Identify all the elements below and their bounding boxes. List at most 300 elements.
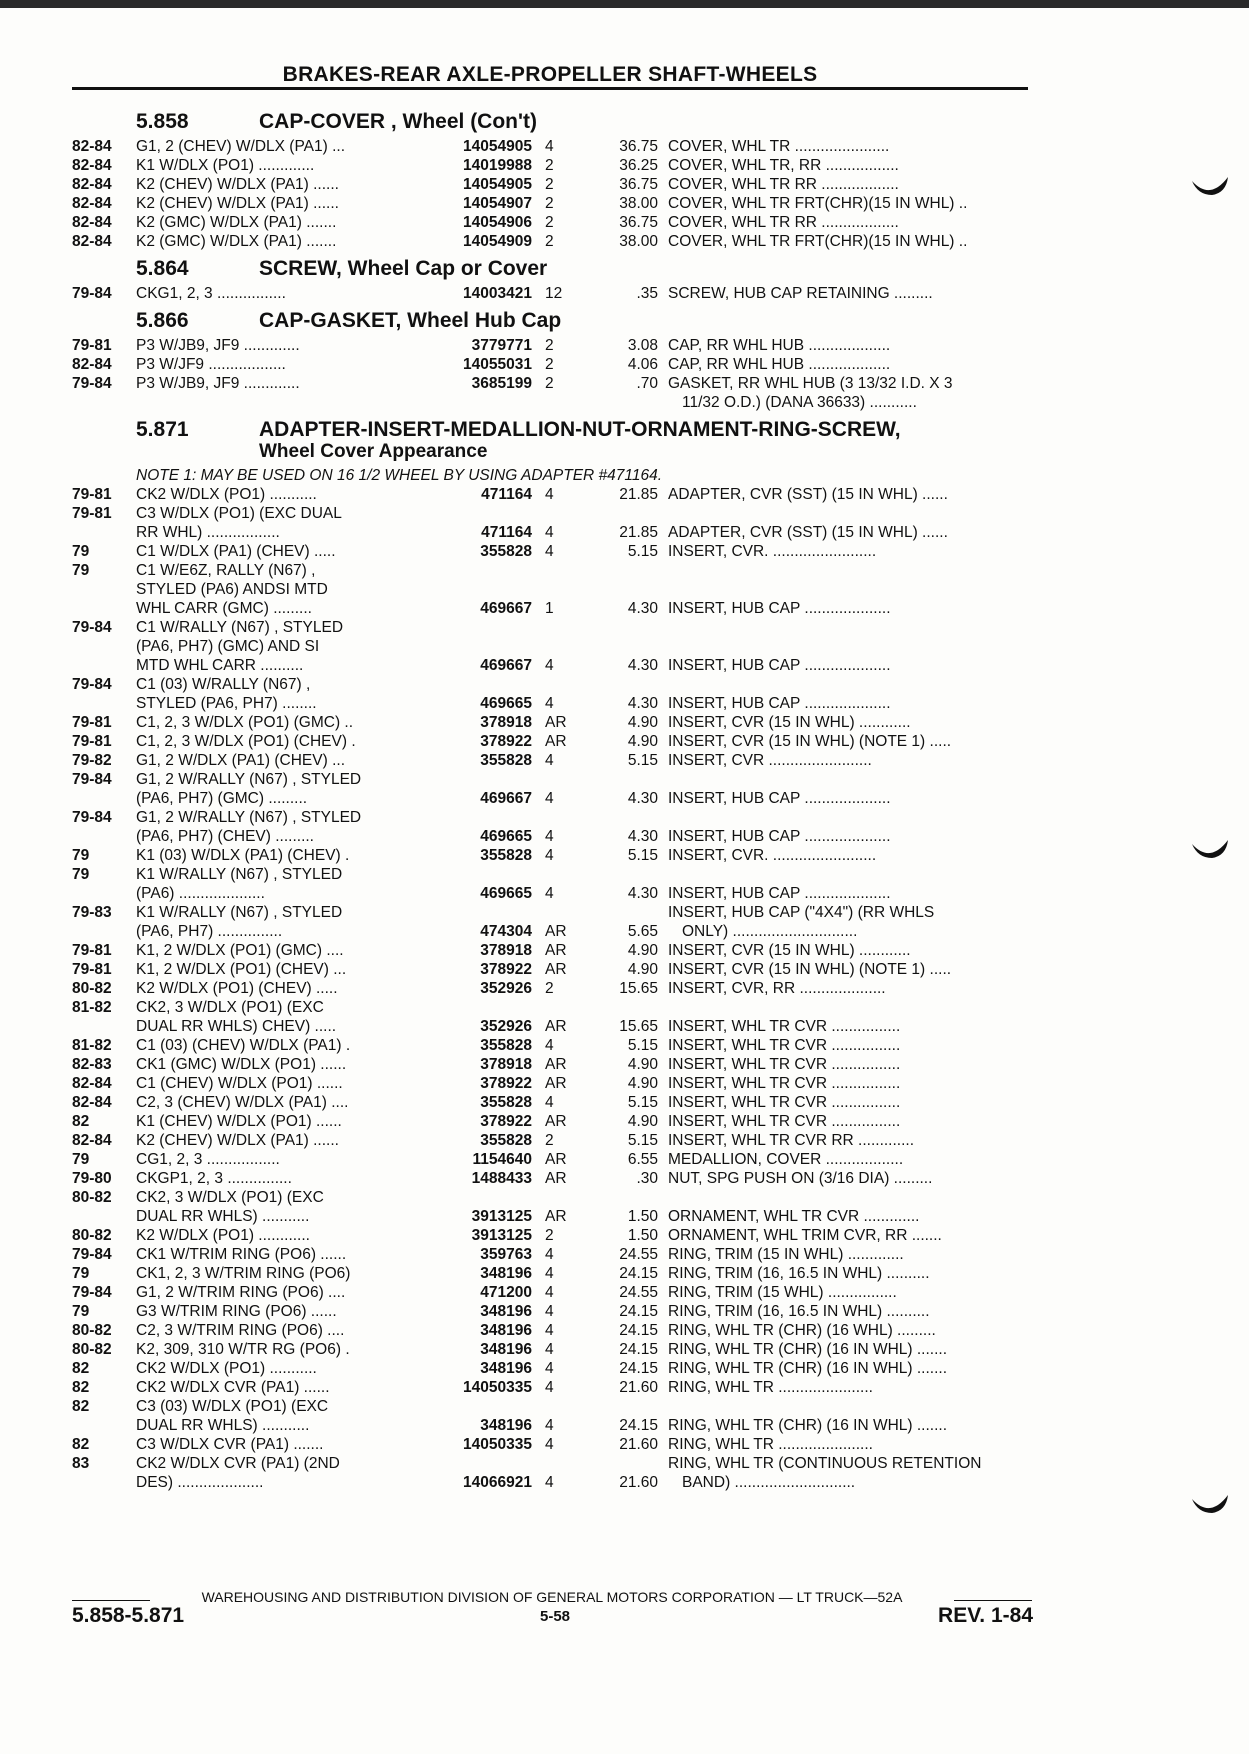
quantity: 4 xyxy=(545,885,554,902)
model-line: RR WHL) ................. xyxy=(136,524,280,541)
quantity: 2 xyxy=(545,337,554,354)
part-row xyxy=(72,1093,1032,1112)
description-line: RING, TRIM (16, 16.5 IN WHL) .......... xyxy=(668,1265,930,1282)
list-price: 4.30 xyxy=(627,695,658,712)
list-price: 5.15 xyxy=(627,1094,658,1111)
description-line: GASKET, RR WHL HUB (3 13/32 I.D. X 3 xyxy=(668,375,953,392)
list-price: .30 xyxy=(636,1170,658,1187)
part-description xyxy=(668,1131,1032,1150)
description-line: INSERT, HUB CAP .................... xyxy=(668,885,891,902)
list-price: 5.65 xyxy=(627,923,658,940)
model-years: 82-84 xyxy=(72,157,112,174)
part-row xyxy=(72,1074,1032,1093)
list-price: 24.15 xyxy=(619,1360,658,1377)
part-number: 378922 xyxy=(480,1113,532,1130)
section-number: 5.858 xyxy=(136,110,189,133)
quantity: 4 xyxy=(545,524,554,541)
part-row xyxy=(72,1150,1032,1169)
part-description xyxy=(668,1226,1032,1245)
part-number: 14054905 xyxy=(463,176,532,193)
model-years: 79-81 xyxy=(72,337,112,354)
model-years: 82-84 xyxy=(72,1132,112,1149)
quantity: 4 xyxy=(545,1322,554,1339)
quantity: AR xyxy=(545,961,567,978)
model-line: K1 (03) W/DLX (PA1) (CHEV) . xyxy=(136,847,350,864)
quantity: AR xyxy=(545,923,567,940)
quantity: AR xyxy=(545,1170,567,1187)
model-line: G1, 2 W/RALLY (N67) , STYLED xyxy=(136,809,362,826)
model-line: K2 W/DLX (PO1) (CHEV) ..... xyxy=(136,980,338,997)
list-price: 4.06 xyxy=(627,356,658,373)
part-row xyxy=(72,1188,1032,1226)
model-line: G1, 2 W/DLX (PA1) (CHEV) ... xyxy=(136,752,346,769)
part-row xyxy=(72,998,1032,1036)
model-years: 82 xyxy=(72,1398,90,1415)
part-row xyxy=(72,960,1032,979)
section-number: 5.864 xyxy=(136,257,189,280)
part-row xyxy=(72,1302,1032,1321)
list-price: 4.90 xyxy=(627,714,658,731)
quantity: 2 xyxy=(545,157,554,174)
part-number: 378922 xyxy=(480,961,532,978)
description-line: COVER, WHL TR, RR ................. xyxy=(668,157,899,174)
description-line: INSERT, HUB CAP .................... xyxy=(668,695,891,712)
binder-hole-mark xyxy=(1190,838,1230,860)
part-row xyxy=(72,1397,1032,1435)
part-description xyxy=(668,232,1032,251)
quantity: 2 xyxy=(545,980,554,997)
part-row xyxy=(72,1036,1032,1055)
list-price: 4.90 xyxy=(627,942,658,959)
footer-page-number: 5-58 xyxy=(540,1608,571,1625)
part-row xyxy=(72,1340,1032,1359)
description-line: INSERT, WHL TR CVR RR ............. xyxy=(668,1132,915,1149)
part-row xyxy=(72,1321,1032,1340)
section-header xyxy=(72,257,1032,284)
description-line: INSERT, CVR (15 IN WHL) (NOTE 1) ..... xyxy=(668,733,952,750)
description-line: COVER, WHL TR ...................... xyxy=(668,138,890,155)
list-price: 4.30 xyxy=(627,885,658,902)
part-number: 469667 xyxy=(480,600,532,617)
description-line: RING, WHL TR (CHR) (16 IN WHL) ....... xyxy=(668,1417,948,1434)
section-title: CAP-GASKET, Wheel Hub Cap xyxy=(259,309,562,332)
part-number: 469665 xyxy=(480,828,532,845)
model-years: 79-84 xyxy=(72,1246,112,1263)
model-years: 79-84 xyxy=(72,285,112,302)
section-header xyxy=(72,418,1032,466)
part-description xyxy=(668,1359,1032,1378)
description-line: INSERT, HUB CAP .................... xyxy=(668,600,891,617)
part-row xyxy=(72,1245,1032,1264)
model-line: K1 W/RALLY (N67) , STYLED xyxy=(136,904,343,921)
list-price: 5.15 xyxy=(627,752,658,769)
part-row xyxy=(72,213,1032,232)
part-number: 469667 xyxy=(480,790,532,807)
model-line: K2 (GMC) W/DLX (PA1) ....... xyxy=(136,214,337,231)
quantity: AR xyxy=(545,1056,567,1073)
part-row xyxy=(72,1131,1032,1150)
description-line: INSERT, HUB CAP .................... xyxy=(668,657,891,674)
part-number: 14003421 xyxy=(463,285,532,302)
model-line: K2, 309, 310 W/TR RG (PO6) . xyxy=(136,1341,350,1358)
model-line: CK2 W/DLX (PO1) ........... xyxy=(136,1360,317,1377)
part-number: 14066921 xyxy=(463,1474,532,1491)
model-years: 82-84 xyxy=(72,214,112,231)
model-years: 81-82 xyxy=(72,999,112,1016)
top-edge-bar xyxy=(0,0,1249,8)
part-description xyxy=(668,137,1032,156)
quantity: 4 xyxy=(545,1265,554,1282)
list-price: 21.60 xyxy=(619,1474,658,1491)
list-price: 38.00 xyxy=(619,195,658,212)
model-years: 82-84 xyxy=(72,138,112,155)
list-price: 4.90 xyxy=(627,1056,658,1073)
model-line: (PA6, PH7) ............... xyxy=(136,923,283,940)
list-price: 36.25 xyxy=(619,157,658,174)
part-row xyxy=(72,941,1032,960)
description-line: COVER, WHL TR RR .................. xyxy=(668,214,899,231)
description-line: INSERT, CVR (15 IN WHL) ............ xyxy=(668,942,911,959)
list-price: 6.55 xyxy=(627,1151,658,1168)
quantity: 4 xyxy=(545,828,554,845)
model-years: 79 xyxy=(72,1151,90,1168)
model-line: C1 W/E6Z, RALLY (N67) , xyxy=(136,562,316,579)
part-row xyxy=(72,846,1032,865)
part-description xyxy=(668,751,1032,770)
part-row xyxy=(72,336,1032,355)
model-years: 82-84 xyxy=(72,1094,112,1111)
part-description xyxy=(668,1169,1032,1188)
description-line: BAND) ............................ xyxy=(682,1474,856,1491)
part-number: 355828 xyxy=(480,1037,532,1054)
part-number: 474304 xyxy=(480,923,532,940)
part-description xyxy=(668,1093,1032,1112)
description-line: RING, WHL TR ...................... xyxy=(668,1379,873,1396)
list-price: 15.65 xyxy=(619,980,658,997)
part-description xyxy=(668,903,1032,941)
model-years: 80-82 xyxy=(72,1322,112,1339)
model-years: 79-81 xyxy=(72,486,112,503)
model-years: 80-82 xyxy=(72,1189,112,1206)
model-line: CKG1, 2, 3 ................ xyxy=(136,285,286,302)
part-number: 471164 xyxy=(481,486,532,503)
page-title: BRAKES-REAR AXLE-PROPELLER SHAFT-WHEELS xyxy=(282,63,818,86)
part-number: 469665 xyxy=(480,885,532,902)
model-years: 79-84 xyxy=(72,676,112,693)
part-description xyxy=(668,213,1032,232)
model-line: DUAL RR WHLS) ........... xyxy=(136,1208,310,1225)
list-price: 15.65 xyxy=(619,1018,658,1035)
model-line: G1, 2 W/TRIM RING (PO6) .... xyxy=(136,1284,346,1301)
description-line: COVER, WHL TR FRT(CHR)(15 IN WHL) .. xyxy=(668,195,968,212)
model-years: 79 xyxy=(72,1303,90,1320)
part-description xyxy=(668,284,1032,303)
part-number: 352926 xyxy=(480,1018,532,1035)
model-line: MTD WHL CARR .......... xyxy=(136,657,304,674)
part-description xyxy=(668,355,1032,374)
part-number: 348196 xyxy=(480,1265,532,1282)
quantity: AR xyxy=(545,1018,567,1035)
model-line: K1 (CHEV) W/DLX (PO1) ...... xyxy=(136,1113,342,1130)
quantity: AR xyxy=(545,733,567,750)
section-title: SCREW, Wheel Cap or Cover xyxy=(259,257,548,280)
part-row xyxy=(72,1283,1032,1302)
model-line: WHL CARR (GMC) ......... xyxy=(136,600,312,617)
model-line: CK1 (GMC) W/DLX (PO1) ...... xyxy=(136,1056,347,1073)
description-line: INSERT, WHL TR CVR ................ xyxy=(668,1113,901,1130)
part-description xyxy=(668,1435,1032,1454)
model-line: G1, 2 W/RALLY (N67) , STYLED xyxy=(136,771,362,788)
model-years: 80-82 xyxy=(72,1227,112,1244)
model-line: C3 (03) W/DLX (PO1) (EXC xyxy=(136,1398,329,1415)
quantity: 4 xyxy=(545,543,554,560)
model-years: 82-84 xyxy=(72,176,112,193)
part-number: 14050335 xyxy=(463,1436,532,1453)
part-row xyxy=(72,485,1032,504)
part-number: 378918 xyxy=(480,1056,532,1073)
list-price: 21.60 xyxy=(619,1436,658,1453)
quantity: 2 xyxy=(545,195,554,212)
part-description xyxy=(668,846,1032,865)
description-line: RING, WHL TR (CHR) (16 IN WHL) ....... xyxy=(668,1360,948,1377)
part-number: 3779771 xyxy=(471,337,532,354)
model-years: 82 xyxy=(72,1379,90,1396)
part-number: 3913125 xyxy=(471,1208,532,1225)
part-number: 14054909 xyxy=(463,233,532,250)
part-row xyxy=(72,751,1032,770)
part-row xyxy=(72,175,1032,194)
list-price: 36.75 xyxy=(619,138,658,155)
footer-section-range: 5.858-5.871 xyxy=(72,1604,185,1627)
model-line: STYLED (PA6) ANDSI MTD xyxy=(136,581,328,598)
part-description xyxy=(668,941,1032,960)
part-row xyxy=(72,865,1032,903)
model-line: G3 W/TRIM RING (PO6) ...... xyxy=(136,1303,337,1320)
quantity: AR xyxy=(545,1208,567,1225)
part-description xyxy=(668,827,1032,846)
part-number: 14054906 xyxy=(463,214,532,231)
section-number: 5.866 xyxy=(136,309,189,332)
part-row xyxy=(72,374,1032,412)
model-line: CK1 W/TRIM RING (PO6) ...... xyxy=(136,1246,347,1263)
description-line: RING, WHL TR ...................... xyxy=(668,1436,873,1453)
part-description xyxy=(668,960,1032,979)
model-line: CK2 W/DLX CVR (PA1) ...... xyxy=(136,1379,330,1396)
model-years: 79-81 xyxy=(72,961,112,978)
model-years: 79-84 xyxy=(72,809,112,826)
part-description xyxy=(668,884,1032,903)
part-number: 378922 xyxy=(480,1075,532,1092)
list-price: 24.15 xyxy=(619,1417,658,1434)
part-description xyxy=(668,336,1032,355)
description-line: CAP, RR WHL HUB ................... xyxy=(668,356,891,373)
part-description xyxy=(668,194,1032,213)
footer-division-line: WAREHOUSING AND DISTRIBUTION DIVISION OF GENERAL MOTORS CORPORATION — LT TRUCK—52A xyxy=(72,1589,1032,1605)
part-row xyxy=(72,232,1032,251)
part-description xyxy=(668,156,1032,175)
description-line: COVER, WHL TR FRT(CHR)(15 IN WHL) .. xyxy=(668,233,968,250)
model-line: P3 W/JF9 .................. xyxy=(136,356,286,373)
part-row xyxy=(72,1226,1032,1245)
quantity: AR xyxy=(545,1151,567,1168)
part-description xyxy=(668,1017,1032,1036)
part-description xyxy=(668,1245,1032,1264)
part-number: 348196 xyxy=(480,1417,532,1434)
quantity: AR xyxy=(545,1075,567,1092)
description-line: INSERT, WHL TR CVR ................ xyxy=(668,1075,901,1092)
part-row xyxy=(72,194,1032,213)
description-line: INSERT, CVR (15 IN WHL) ............ xyxy=(668,714,911,731)
part-number: 14019988 xyxy=(463,157,532,174)
description-line: RING, TRIM (15 IN WHL) ............. xyxy=(668,1246,904,1263)
part-description xyxy=(668,656,1032,675)
model-years: 79-83 xyxy=(72,904,112,921)
list-price: 4.30 xyxy=(627,828,658,845)
model-line: G1, 2 (CHEV) W/DLX (PA1) ... xyxy=(136,138,346,155)
description-line: RING, WHL TR (CHR) (16 WHL) ......... xyxy=(668,1322,936,1339)
model-years: 79-84 xyxy=(72,771,112,788)
part-number: 14055031 xyxy=(463,356,532,373)
part-description xyxy=(668,175,1032,194)
part-number: 14050335 xyxy=(463,1379,532,1396)
model-line: (PA6, PH7) (CHEV) ......... xyxy=(136,828,314,845)
part-description xyxy=(668,694,1032,713)
model-line: K2 W/DLX (PO1) ............ xyxy=(136,1227,310,1244)
part-number: 355828 xyxy=(480,1094,532,1111)
model-line: DUAL RR WHLS) ........... xyxy=(136,1417,310,1434)
part-number: 352926 xyxy=(480,980,532,997)
part-number: 14054905 xyxy=(463,138,532,155)
description-line: ORNAMENT, WHL TRIM CVR, RR ....... xyxy=(668,1227,942,1244)
part-description xyxy=(668,485,1032,504)
model-years: 79 xyxy=(72,562,90,579)
model-line: K1, 2 W/DLX (PO1) (CHEV) ... xyxy=(136,961,347,978)
description-line: INSERT, WHL TR CVR ................ xyxy=(668,1094,901,1111)
description-line: RING, WHL TR (CONTINUOUS RETENTION xyxy=(668,1455,982,1472)
model-line: K2 (CHEV) W/DLX (PA1) ...... xyxy=(136,195,339,212)
model-years: 79 xyxy=(72,866,90,883)
part-number: 359763 xyxy=(480,1246,532,1263)
part-number: 469667 xyxy=(480,657,532,674)
quantity: 4 xyxy=(545,1284,554,1301)
model-years: 82-84 xyxy=(72,233,112,250)
part-number: 355828 xyxy=(480,752,532,769)
model-line: (PA6, PH7) (GMC) ......... xyxy=(136,790,308,807)
part-number: 471164 xyxy=(481,524,532,541)
part-row xyxy=(72,1359,1032,1378)
part-row xyxy=(72,137,1032,156)
description-line: INSERT, CVR, RR .................... xyxy=(668,980,886,997)
list-price: 38.00 xyxy=(619,233,658,250)
model-years: 82 xyxy=(72,1436,90,1453)
part-number: 355828 xyxy=(480,543,532,560)
quantity: 4 xyxy=(545,695,554,712)
list-price: 5.15 xyxy=(627,1132,658,1149)
quantity: 12 xyxy=(545,285,563,302)
part-number: 348196 xyxy=(480,1322,532,1339)
quantity: 4 xyxy=(545,1094,554,1111)
list-price: 24.55 xyxy=(619,1246,658,1263)
model-line: (PA6) .................... xyxy=(136,885,265,902)
description-line: INSERT, HUB CAP .................... xyxy=(668,790,891,807)
part-number: 469665 xyxy=(480,695,532,712)
part-description xyxy=(668,542,1032,561)
section-header xyxy=(72,110,1032,137)
description-line: INSERT, CVR (15 IN WHL) (NOTE 1) ..... xyxy=(668,961,952,978)
part-row xyxy=(72,808,1032,846)
list-price: 4.90 xyxy=(627,1075,658,1092)
model-years: 79-81 xyxy=(72,714,112,731)
part-row xyxy=(72,156,1032,175)
part-row xyxy=(72,284,1032,303)
section-title: ADAPTER-INSERT-MEDALLION-NUT-ORNAMENT-RING-SCREW, xyxy=(259,418,901,441)
part-number: 1154640 xyxy=(472,1151,532,1168)
model-line: C1 (CHEV) W/DLX (PO1) ...... xyxy=(136,1075,343,1092)
model-line: C1, 2, 3 W/DLX (PO1) (CHEV) . xyxy=(136,733,356,750)
quantity: 4 xyxy=(545,657,554,674)
model-years: 80-82 xyxy=(72,980,112,997)
description-line: RING, TRIM (16, 16.5 IN WHL) .......... xyxy=(668,1303,930,1320)
part-number: 378922 xyxy=(480,733,532,750)
list-price: .35 xyxy=(636,285,658,302)
quantity: 4 xyxy=(545,1360,554,1377)
quantity: AR xyxy=(545,714,567,731)
model-years: 80-82 xyxy=(72,1341,112,1358)
model-line: DES) .................... xyxy=(136,1474,264,1491)
quantity: 4 xyxy=(545,752,554,769)
section-title: CAP-COVER , Wheel (Con't) xyxy=(259,110,537,133)
quantity: 2 xyxy=(545,1227,554,1244)
part-row xyxy=(72,1435,1032,1454)
model-years: 82 xyxy=(72,1360,90,1377)
description-line: INSERT, HUB CAP .................... xyxy=(668,828,891,845)
section-note: NOTE 1: MAY BE USED ON 16 1/2 WHEEL BY USING ADAPTER #471164. xyxy=(136,467,663,484)
part-number: 348196 xyxy=(480,1303,532,1320)
model-years: 83 xyxy=(72,1455,90,1472)
model-years: 79-84 xyxy=(72,1284,112,1301)
model-years: 82-83 xyxy=(72,1056,112,1073)
model-line: (PA6, PH7) (GMC) AND SI xyxy=(136,638,320,655)
model-line: CK2, 3 W/DLX (PO1) (EXC xyxy=(136,1189,324,1206)
part-description xyxy=(668,1321,1032,1340)
part-description xyxy=(668,599,1032,618)
part-row xyxy=(72,1378,1032,1397)
part-number: 1488433 xyxy=(471,1170,532,1187)
part-description xyxy=(668,732,1032,751)
description-line: INSERT, WHL TR CVR ................ xyxy=(668,1018,901,1035)
part-description xyxy=(668,1454,1032,1492)
part-number: 14054907 xyxy=(463,195,532,212)
part-description xyxy=(668,1302,1032,1321)
list-price: 4.30 xyxy=(627,657,658,674)
quantity: 2 xyxy=(545,1132,554,1149)
model-years: 79-84 xyxy=(72,375,112,392)
model-line: K1 W/RALLY (N67) , STYLED xyxy=(136,866,343,883)
quantity: 4 xyxy=(545,1037,554,1054)
part-number: 3685199 xyxy=(471,375,532,392)
list-price: 4.90 xyxy=(627,1113,658,1130)
part-number: 471200 xyxy=(480,1284,532,1301)
part-description xyxy=(668,523,1032,542)
model-line: C1 (03) (CHEV) W/DLX (PA1) . xyxy=(136,1037,351,1054)
quantity: 4 xyxy=(545,847,554,864)
part-row xyxy=(72,1169,1032,1188)
model-line: CK2, 3 W/DLX (PO1) (EXC xyxy=(136,999,324,1016)
footer-revision: REV. 1-84 xyxy=(938,1604,1033,1627)
part-description xyxy=(668,1036,1032,1055)
part-number: 355828 xyxy=(480,1132,532,1149)
model-line: C1 W/DLX (PA1) (CHEV) ..... xyxy=(136,543,336,560)
